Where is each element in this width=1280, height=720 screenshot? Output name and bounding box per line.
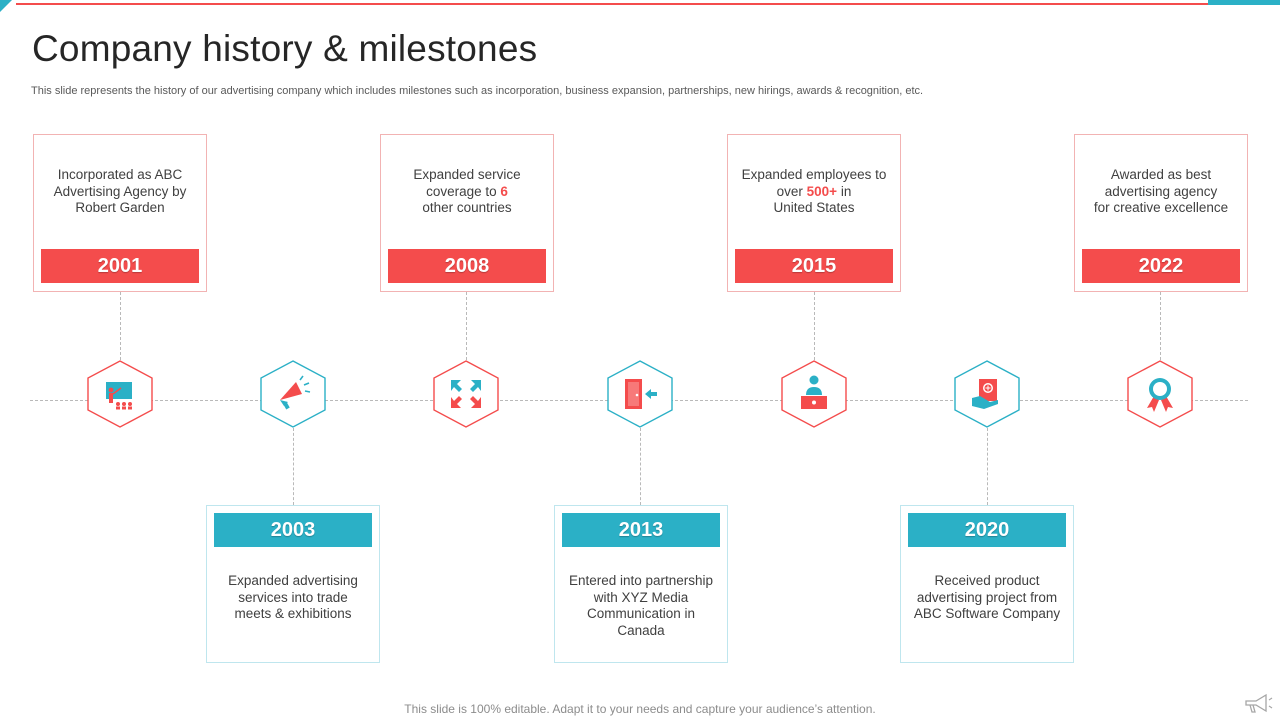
desc-line: services into trade (238, 589, 348, 605)
accent-line (16, 3, 1208, 5)
milestone-description (213, 573, 373, 623)
connector-2001 (120, 292, 121, 360)
desc-line: ABC Software Company (913, 606, 1061, 621)
desc-line: meets & exhibitions (234, 606, 352, 621)
milestone-description (907, 573, 1067, 623)
milestone-description (734, 167, 894, 217)
milestone-description (40, 167, 200, 217)
desc-line: Advertising Agency by (53, 183, 187, 199)
accent-corner-right (1208, 0, 1280, 5)
desc-text: coverage to (426, 183, 501, 199)
milestone-card-2001 (33, 134, 207, 292)
connector-2008 (466, 292, 467, 360)
desc-line: advertising agency (1104, 183, 1218, 199)
desc-line: Robert Garden (75, 200, 165, 215)
desc-line: Awarded as best (1110, 167, 1212, 182)
slide-subtitle: This slide represents the history of our advertising company which includes milestones such as incorporation, business expansion, partnerships, new hirings, awards & recognition, etc. (31, 85, 924, 97)
milestone-year: 2003 (214, 513, 372, 547)
award-ribbon-icon (1127, 360, 1193, 428)
desc-line: United States (773, 200, 855, 215)
desc-line: Incorporated as ABC (57, 167, 183, 182)
desc-line: Communication in (586, 606, 696, 621)
milestone-description (1081, 167, 1241, 217)
milestone-year: 2022 (1082, 249, 1240, 283)
desc-line: Expanded employees to (741, 167, 887, 182)
desc-line: for creative excellence (1093, 200, 1229, 215)
desc-line: Expanded advertising (228, 573, 358, 588)
milestone-card-2008 (380, 134, 554, 292)
accent-corner-left (0, 0, 12, 12)
desc-line: with XYZ Media (593, 589, 689, 605)
connector-2022 (1160, 292, 1161, 360)
desc-text: in (837, 183, 852, 199)
desc-text: over (776, 183, 807, 199)
connector-2013 (640, 428, 641, 505)
milestone-card-2022 (1074, 134, 1248, 292)
milestone-description (387, 167, 547, 217)
highlight-number: 6 (500, 183, 508, 199)
megaphone-corner-icon (1242, 692, 1274, 716)
door-enter-icon (607, 360, 673, 428)
desc-line: other countries (422, 200, 512, 215)
expand-arrows-icon (433, 360, 499, 428)
milestone-card-2003 (206, 505, 380, 663)
milestone-year: 2015 (735, 249, 893, 283)
desc-line (387, 184, 547, 201)
connector-2015 (814, 292, 815, 360)
milestone-year: 2013 (562, 513, 720, 547)
employee-laptop-icon (781, 360, 847, 428)
milestone-description (561, 573, 721, 639)
project-document-icon (954, 360, 1020, 428)
desc-line: Entered into partnership (568, 573, 714, 588)
highlight-number: 500+ (806, 183, 838, 199)
desc-line: Expanded service (413, 167, 521, 182)
connector-2003 (293, 428, 294, 505)
milestone-year: 2020 (908, 513, 1066, 547)
presentation-icon (87, 360, 153, 428)
desc-line: Received product (934, 573, 1040, 588)
milestone-card-2020 (900, 505, 1074, 663)
desc-line (734, 184, 894, 201)
desc-line: Canada (617, 622, 665, 638)
milestone-year: 2001 (41, 249, 199, 283)
slide-title: Company history & milestones (32, 28, 538, 69)
milestone-year: 2008 (388, 249, 546, 283)
desc-line: advertising project from (916, 589, 1058, 605)
megaphone-icon (260, 360, 326, 428)
top-accent-bar (0, 0, 1280, 8)
slide-footer: This slide is 100% editable. Adapt it to your needs and capture your audience’s attention. (404, 702, 876, 716)
connector-2020 (987, 428, 988, 505)
milestone-card-2015 (727, 134, 901, 292)
milestone-card-2013 (554, 505, 728, 663)
